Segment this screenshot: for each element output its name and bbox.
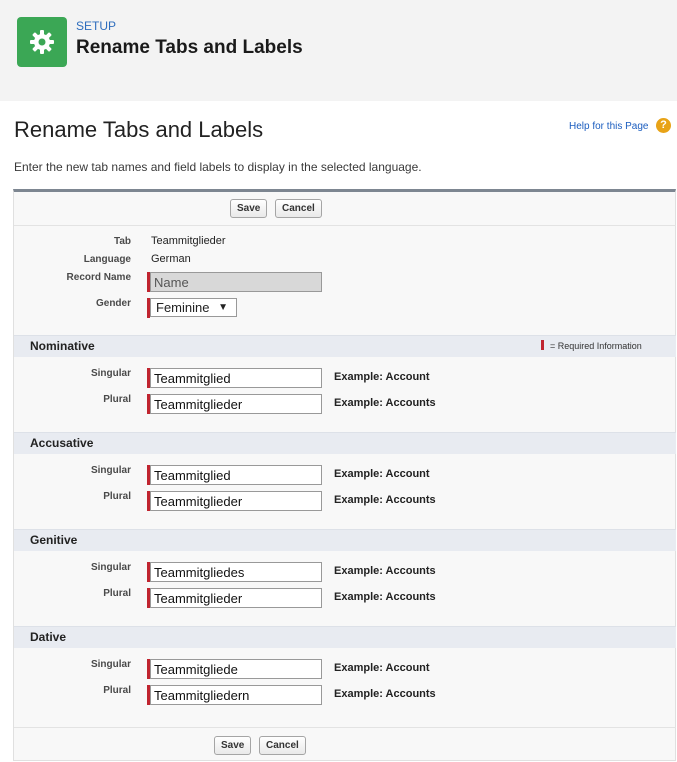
genitive-singular-example: Example: Accounts bbox=[334, 565, 436, 577]
language-value: German bbox=[151, 253, 191, 265]
genitive-plural-input[interactable] bbox=[150, 588, 322, 608]
accusative-singular-wrap bbox=[147, 465, 322, 485]
setup-header bbox=[0, 0, 677, 94]
singular-label: Singular bbox=[90, 659, 131, 670]
plural-label: Plural bbox=[103, 588, 131, 599]
nominative-singular-wrap bbox=[147, 368, 322, 388]
help-link[interactable]: Help for this Page bbox=[569, 121, 649, 132]
page-title: Rename Tabs and Labels bbox=[14, 117, 264, 142]
dative-plural-input[interactable] bbox=[150, 685, 322, 705]
dropdown-arrow-icon: ▼ bbox=[218, 302, 228, 313]
gender-label: Gender bbox=[95, 298, 131, 309]
plural-label: Plural bbox=[103, 491, 131, 502]
dative-singular-example: Example: Account bbox=[334, 662, 430, 674]
genitive-singular-wrap bbox=[147, 562, 322, 582]
record-name-label: Record Name bbox=[66, 272, 131, 283]
section-title: Dative bbox=[30, 630, 67, 644]
divider bbox=[14, 727, 676, 728]
singular-label: Singular bbox=[90, 562, 131, 573]
cancel-button-top[interactable]: Cancel bbox=[275, 199, 322, 218]
section-nominative bbox=[14, 335, 676, 357]
singular-label: Singular bbox=[90, 465, 131, 476]
section-dative bbox=[14, 626, 676, 648]
genitive-plural-wrap bbox=[147, 588, 322, 608]
cancel-button-bottom[interactable]: Cancel bbox=[259, 736, 306, 755]
record-name-input[interactable] bbox=[150, 272, 322, 292]
section-title: Genitive bbox=[30, 533, 78, 547]
accusative-singular-input[interactable] bbox=[150, 465, 322, 485]
dative-plural-example: Example: Accounts bbox=[334, 688, 436, 700]
genitive-singular-input[interactable] bbox=[150, 562, 322, 582]
required-marker-icon bbox=[541, 340, 544, 350]
dative-singular-wrap bbox=[147, 659, 322, 679]
section-accusative bbox=[14, 432, 676, 454]
nominative-plural-wrap bbox=[147, 394, 322, 414]
section-title: Accusative bbox=[30, 436, 94, 450]
tab-label: Tab bbox=[113, 236, 131, 247]
section-title: Nominative bbox=[30, 339, 95, 353]
record-name-field-wrap bbox=[147, 272, 322, 292]
accusative-plural-wrap bbox=[147, 491, 322, 511]
tab-value: Teammitglieder bbox=[151, 235, 226, 247]
required-legend-text: = Required Information bbox=[550, 341, 642, 351]
gender-select[interactable] bbox=[150, 298, 237, 317]
nominative-singular-input[interactable] bbox=[150, 368, 322, 388]
header-title: Rename Tabs and Labels bbox=[76, 37, 303, 58]
save-button-top[interactable]: Save bbox=[230, 199, 267, 218]
gender-select-wrap bbox=[147, 298, 237, 318]
dative-singular-input[interactable] bbox=[150, 659, 322, 679]
accusative-plural-example: Example: Accounts bbox=[334, 494, 436, 506]
language-label: Language bbox=[83, 254, 131, 265]
divider bbox=[14, 225, 676, 226]
genitive-plural-example: Example: Accounts bbox=[334, 591, 436, 603]
singular-label: Singular bbox=[90, 368, 131, 379]
save-button-bottom[interactable]: Save bbox=[214, 736, 251, 755]
required-legend bbox=[541, 340, 642, 351]
page-intro: Enter the new tab names and field labels to display in the selected language. bbox=[14, 160, 422, 174]
plural-label: Plural bbox=[103, 685, 131, 696]
accusative-plural-input[interactable] bbox=[150, 491, 322, 511]
setup-gear-icon bbox=[17, 17, 67, 67]
plural-label: Plural bbox=[103, 394, 131, 405]
help-icon[interactable]: ? bbox=[656, 118, 671, 133]
nominative-singular-example: Example: Account bbox=[334, 371, 430, 383]
section-genitive bbox=[14, 529, 676, 551]
accusative-singular-example: Example: Account bbox=[334, 468, 430, 480]
gender-selected-value: Feminine bbox=[156, 300, 210, 315]
setup-breadcrumb[interactable]: SETUP bbox=[76, 19, 117, 33]
nominative-plural-example: Example: Accounts bbox=[334, 397, 436, 409]
nominative-plural-input[interactable] bbox=[150, 394, 322, 414]
header-gap bbox=[0, 93, 677, 101]
dative-plural-wrap bbox=[147, 685, 322, 705]
